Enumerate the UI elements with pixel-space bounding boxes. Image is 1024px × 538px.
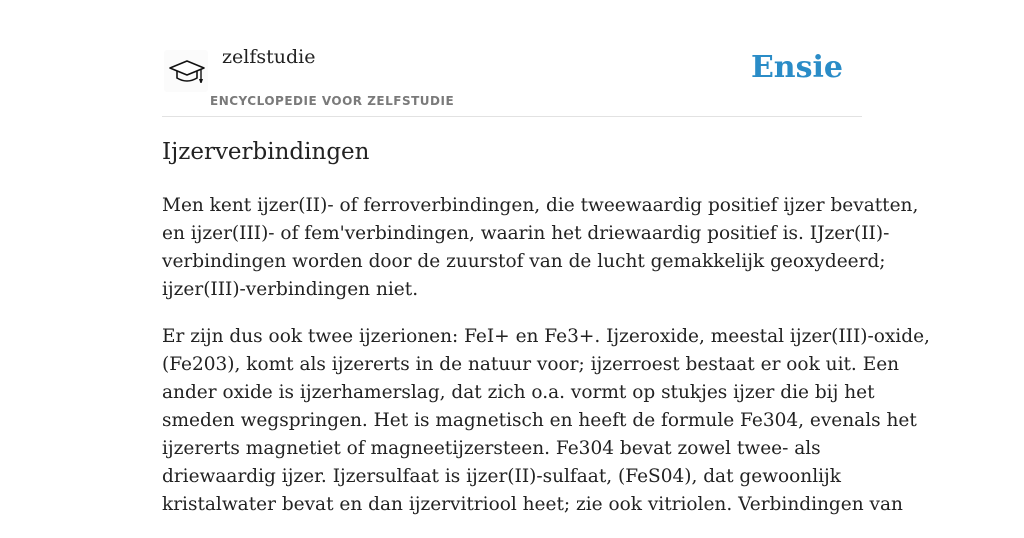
text-line: verbindingen worden door de zuurstof van de lucht gemakkelijk geoxydeerd; xyxy=(162,251,886,272)
text-line: Er zijn dus ook twee ijzerionen: FeI+ en Fe3+. Ijzeroxide, meestal ijzer(III)-oxide, xyxy=(162,326,930,347)
paragraph xyxy=(162,323,930,519)
site-tagline: ENCYCLOPEDIE VOOR ZELFSTUDIE xyxy=(210,94,455,108)
text-line: ijzererts magnetiet of magneetijzersteen. Fe304 bevat zowel twee- als xyxy=(162,438,821,459)
text-line: driewaardig ijzer. Ijzersulfaat is ijzer(II)-sulfaat, (FeS04), dat gewoonlijk xyxy=(162,466,841,487)
site-header xyxy=(162,0,862,117)
text-line: kristalwater bevat en dan ijzervitriool heet; zie ook vitriolen. Verbindingen van xyxy=(162,494,903,515)
text-line: smeden wegspringen. Het is magnetisch en heeft de formule Fe304, evenals het xyxy=(162,410,917,431)
text-line: ander oxide is ijzerhamerslag, dat zich o.a. vormt op stukjes ijzer die bij het xyxy=(162,382,875,403)
paragraph xyxy=(162,192,919,304)
site-name[interactable]: zelfstudie xyxy=(222,46,316,68)
text-line: en ijzer(III)- of fem'verbindingen, waarin het driewaardig positief is. IJzer(II)- xyxy=(162,223,890,244)
text-line: ijzer(III)-verbindingen niet. xyxy=(162,279,419,300)
site-logo[interactable] xyxy=(164,50,208,92)
page xyxy=(162,0,930,515)
page-title: Ijzerverbindingen xyxy=(162,139,370,165)
text-line: Men kent ijzer(II)- of ferroverbindingen, die tweewaardig positief ijzer bevatten, xyxy=(162,195,919,216)
article-body xyxy=(162,192,930,538)
brand-logo[interactable]: Ensie xyxy=(750,50,843,85)
text-line: (Fe203), komt als ijzererts in de natuur voor; ijzerroest bestaat er ook uit. Een xyxy=(162,354,900,375)
